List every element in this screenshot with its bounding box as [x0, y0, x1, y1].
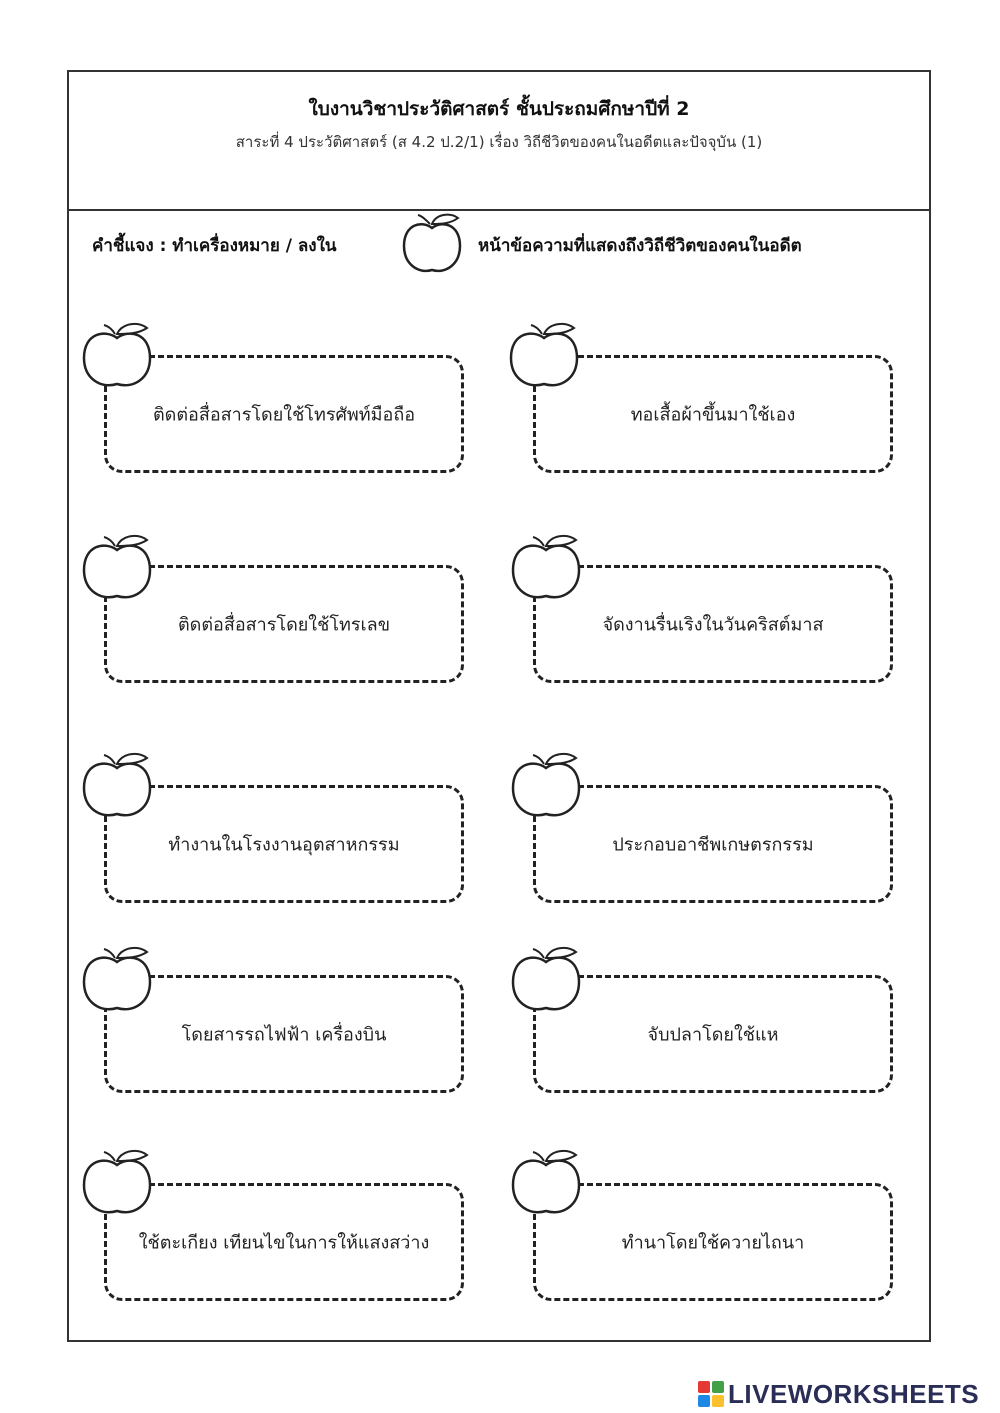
instruction-label: คำชี้แจง : ทำเครื่องหมาย / ลงใน — [92, 236, 337, 256]
checkbox-apple-2[interactable] — [507, 318, 581, 390]
checkbox-apple-4[interactable] — [509, 530, 583, 602]
checkbox-apple-3[interactable] — [80, 530, 154, 602]
statement-card-5 — [104, 785, 464, 903]
statement-text: ทำนาโดยใช้ควายไถนา — [621, 1232, 805, 1254]
checkbox-apple-5[interactable] — [80, 748, 154, 820]
logo-badge-square — [698, 1395, 710, 1407]
logo-badge-square — [712, 1381, 724, 1393]
checkbox-apple-6[interactable] — [509, 748, 583, 820]
statement-text: ติดต่อสื่อสารโดยใช้โทรศัพท์มือถือ — [152, 404, 416, 426]
statement-card-10 — [533, 1183, 893, 1301]
instruction-text: หน้าข้อความที่แสดงถึงวิถีชีวิตของคนในอดีต — [478, 236, 802, 256]
statement-card-8 — [533, 975, 893, 1093]
logo-badge-square — [712, 1395, 724, 1407]
checkbox-apple-10[interactable] — [509, 1145, 583, 1217]
statement-text: ใช้ตะเกียง เทียนไขในการให้แสงสว่าง — [138, 1232, 430, 1254]
checkbox-apple-8[interactable] — [509, 942, 583, 1014]
checkbox-apple-9[interactable] — [80, 1145, 154, 1217]
statement-card-3 — [104, 565, 464, 683]
checkbox-apple-1[interactable] — [80, 318, 154, 390]
statement-text: ทอเสื้อผ้าขึ้นมาใช้เอง — [630, 404, 796, 426]
checkbox-apple-7[interactable] — [80, 942, 154, 1014]
logo-badge-square — [698, 1381, 710, 1393]
statement-card-4 — [533, 565, 893, 683]
statement-card-2 — [533, 355, 893, 473]
statement-card-7 — [104, 975, 464, 1093]
page-title: ใบงานวิชาประวัติศาสตร์ ชั้นประถมศึกษาปีที่ 2 — [308, 98, 690, 120]
liveworksheets-logo[interactable] — [698, 1377, 979, 1411]
statement-text: ทำงานในโรงงานอุตสาหกรรม — [168, 834, 400, 856]
statement-card-6 — [533, 785, 893, 903]
statement-text: โดยสารรถไฟฟ้า เครื่องบิน — [181, 1024, 387, 1046]
apple-icon — [400, 210, 464, 276]
statement-card-1 — [104, 355, 464, 473]
worksheet-header — [69, 72, 929, 211]
logo-badge-icon — [698, 1381, 724, 1407]
page-subtitle: สาระที่ 4 ประวัติศาสตร์ (ส 4.2 ป.2/1) เรื่อง วิถีชีวิตของคนในอดีตและปัจจุบัน (1) — [235, 133, 763, 151]
statement-text: ติดต่อสื่อสารโดยใช้โทรเลข — [177, 614, 391, 636]
worksheet-frame — [67, 70, 931, 1342]
statement-card-9 — [104, 1183, 464, 1301]
statement-text: ประกอบอาชีพเกษตรกรรม — [612, 834, 814, 856]
statement-text: จัดงานรื่นเริงในวันคริสต์มาส — [602, 614, 824, 636]
brand-name: LIVEWORKSHEETS — [728, 1378, 980, 1409]
statement-text: จับปลาโดยใช้แห — [647, 1024, 779, 1046]
